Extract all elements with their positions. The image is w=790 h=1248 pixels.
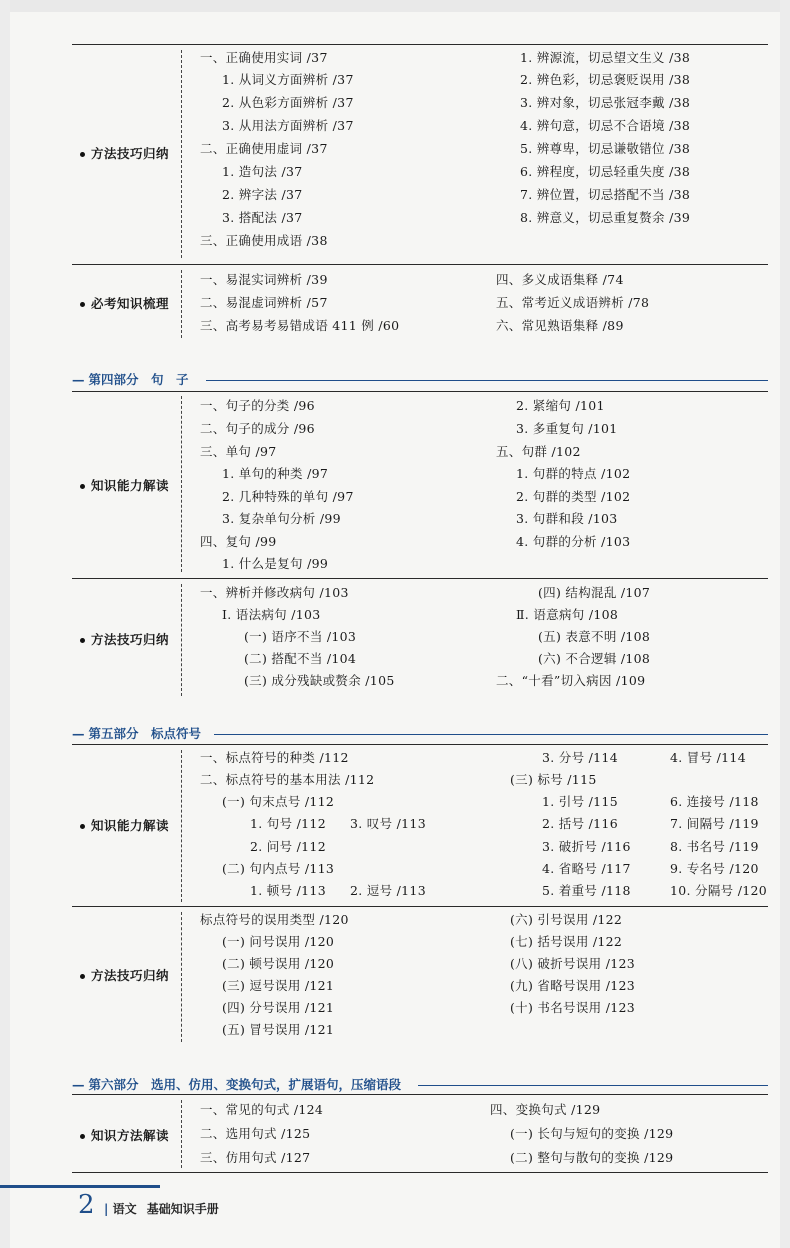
toc-entry[interactable]: (二) 顿号误用 /120 [222, 956, 335, 971]
toc-entry[interactable]: (五) 表意不明 /108 [538, 629, 651, 644]
part-heading: — 第四部分 句 子 [72, 372, 189, 387]
toc-entry[interactable]: 7. 间隔号 /119 [670, 816, 759, 831]
toc-entry[interactable]: 2. 句群的类型 /102 [516, 489, 631, 504]
toc-entry[interactable]: 三、高考易考易错成语 411 例 /60 [200, 318, 400, 333]
toc-entry[interactable]: 10. 分隔号 /120 [670, 883, 767, 898]
toc-entry[interactable]: 3. 破折号 /116 [542, 839, 631, 854]
toc-entry[interactable]: (二) 整句与散句的变换 /129 [510, 1150, 674, 1165]
toc-entry[interactable]: 1. 顿号 /113 [250, 883, 326, 898]
toc-entry[interactable]: 1. 什么是复句 /99 [222, 556, 329, 571]
toc-entry[interactable]: 一、易混实词辨析 /39 [200, 272, 328, 287]
toc-entry[interactable]: 1. 句群的特点 /102 [516, 466, 631, 481]
toc-entry[interactable]: 3. 辨对象，切忌张冠李戴 /38 [520, 95, 691, 110]
toc-entry[interactable]: 1. 从词义方面辨析 /37 [222, 72, 354, 87]
part-heading-rule [206, 380, 768, 381]
toc-entry[interactable]: 一、标点符号的种类 /112 [200, 750, 349, 765]
scan-border-left [0, 0, 10, 1248]
section-dashed-divider [181, 912, 182, 1042]
toc-entry[interactable]: 五、句群 /102 [496, 444, 581, 459]
category-label: 必考知识梳理 [80, 294, 169, 312]
category-label: 方法技巧归纳 [80, 966, 169, 984]
toc-entry[interactable]: 1. 句号 /112 [250, 816, 326, 831]
footer-title [104, 1200, 219, 1217]
toc-entry[interactable]: 8. 辨意义，切忌重复赘余 /39 [520, 210, 691, 225]
toc-entry[interactable]: 一、正确使用实词 /37 [200, 50, 328, 65]
toc-entry[interactable]: 1. 造句法 /37 [222, 164, 303, 179]
toc-entry[interactable]: 6. 连接号 /118 [670, 794, 759, 809]
section-dashed-divider [181, 50, 182, 258]
toc-entry[interactable]: 3. 句群和段 /103 [516, 511, 618, 526]
section-divider [72, 264, 768, 265]
toc-entry[interactable]: 四、变换句式 /129 [490, 1102, 601, 1117]
section-divider [72, 391, 768, 392]
toc-entry[interactable]: (三) 逗号误用 /121 [222, 978, 335, 993]
toc-entry[interactable]: (六) 引号误用 /122 [510, 912, 623, 927]
toc-entry[interactable]: (一) 长句与短句的变换 /129 [510, 1126, 674, 1141]
toc-entry[interactable]: (八) 破折号误用 /123 [510, 956, 635, 971]
toc-entry[interactable]: (五) 冒号误用 /121 [222, 1022, 335, 1037]
toc-entry[interactable]: 3. 叹号 /113 [350, 816, 426, 831]
toc-entry[interactable]: 三、仿用句式 /127 [200, 1150, 311, 1165]
toc-entry[interactable]: (九) 省略号误用 /123 [510, 978, 635, 993]
toc-entry[interactable]: (四) 分号误用 /121 [222, 1000, 335, 1015]
toc-entry[interactable]: 5. 着重号 /118 [542, 883, 631, 898]
footer-separator: | [104, 1202, 109, 1216]
scan-border-right [780, 0, 790, 1248]
toc-entry[interactable]: 一、辨析并修改病句 /103 [200, 585, 349, 600]
toc-entry[interactable]: 8. 书名号 /119 [670, 839, 759, 854]
toc-entry[interactable]: 二、标点符号的基本用法 /112 [200, 772, 375, 787]
toc-entry[interactable]: 7. 辨位置，切忌搭配不当 /38 [520, 187, 691, 202]
toc-entry[interactable]: 2. 问号 /112 [250, 839, 326, 854]
scan-border-top [0, 0, 790, 12]
toc-entry[interactable]: 五、常考近义成语辨析 /78 [496, 295, 650, 310]
toc-entry[interactable]: 二、“十看”切入病因 /109 [496, 673, 646, 688]
toc-entry[interactable]: 二、正确使用虚词 /37 [200, 141, 328, 156]
part-heading-rule [418, 1085, 768, 1086]
toc-entry[interactable]: 2. 几种特殊的单句 /97 [222, 489, 354, 504]
section-dashed-divider [181, 396, 182, 572]
toc-entry[interactable]: 四、多义成语集释 /74 [496, 272, 624, 287]
part-heading-rule [214, 734, 768, 735]
toc-entry[interactable]: (一) 句末点号 /112 [222, 794, 335, 809]
toc-entry[interactable]: (一) 问号误用 /120 [222, 934, 335, 949]
toc-entry[interactable]: (二) 句内点号 /113 [222, 861, 335, 876]
toc-entry[interactable]: Ⅰ. 语法病句 /103 [222, 607, 321, 622]
toc-entry[interactable]: 2. 从色彩方面辨析 /37 [222, 95, 354, 110]
toc-entry[interactable]: 三、正确使用成语 /38 [200, 233, 328, 248]
toc-entry[interactable]: 9. 专名号 /120 [670, 861, 759, 876]
toc-entry[interactable]: Ⅱ. 语意病句 /108 [516, 607, 619, 622]
toc-entry[interactable]: 六、常见熟语集释 /89 [496, 318, 624, 333]
toc-entry[interactable]: 3. 多重复句 /101 [516, 421, 618, 436]
toc-entry[interactable]: (三) 成分残缺或赘余 /105 [244, 673, 395, 688]
section-dashed-divider [181, 750, 182, 902]
category-label: 知识能力解读 [80, 476, 169, 494]
category-label: 知识方法解读 [80, 1126, 169, 1144]
toc-entry[interactable]: 一、句子的分类 /96 [200, 398, 315, 413]
category-label: 方法技巧归纳 [80, 630, 169, 648]
toc-entry[interactable]: 1. 引号 /115 [542, 794, 618, 809]
toc-entry[interactable]: 4. 省略号 /117 [542, 861, 631, 876]
toc-entry[interactable]: 4. 辨句意，切忌不合语境 /38 [520, 118, 691, 133]
category-label: 方法技巧归纳 [80, 144, 169, 162]
toc-entry[interactable]: 2. 辨色彩，切忌褒贬误用 /38 [520, 72, 691, 87]
toc-entry[interactable]: 3. 复杂单句分析 /99 [222, 511, 341, 526]
part-heading: — 第五部分 标点符号 [72, 726, 202, 741]
part-heading: — 第六部分 选用、仿用、变换句式，扩展语句，压缩语段 [72, 1077, 402, 1092]
footer-book-title: 基础知识手册 [146, 1202, 219, 1216]
toc-entry[interactable]: 6. 辨程度，切忌轻重失度 /38 [520, 164, 691, 179]
toc-entry[interactable]: 4. 冒号 /114 [670, 750, 746, 765]
toc-entry[interactable]: 2. 辨字法 /37 [222, 187, 303, 202]
toc-entry[interactable]: 1. 单句的种类 /97 [222, 466, 329, 481]
section-divider [72, 1172, 768, 1173]
toc-entry[interactable]: 一、常见的句式 /124 [200, 1102, 324, 1117]
toc-entry[interactable]: 3. 从用法方面辨析 /37 [222, 118, 354, 133]
toc-entry[interactable]: (二) 搭配不当 /104 [244, 651, 357, 666]
toc-entry[interactable]: 4. 句群的分析 /103 [516, 534, 631, 549]
toc-entry[interactable]: (十) 书名号误用 /123 [510, 1000, 635, 1015]
toc-entry[interactable]: 四、复句 /99 [200, 534, 277, 549]
section-divider [72, 1094, 768, 1095]
toc-entry[interactable]: 二、句子的成分 /96 [200, 421, 315, 436]
section-dashed-divider [181, 270, 182, 338]
toc-entry[interactable]: 5. 辨尊卑，切忌谦敬错位 /38 [520, 141, 691, 156]
section-divider [72, 744, 768, 745]
category-label: 知识能力解读 [80, 816, 169, 834]
toc-entry[interactable]: 二、选用句式 /125 [200, 1126, 311, 1141]
toc-entry[interactable]: 2. 逗号 /113 [350, 883, 426, 898]
toc-entry[interactable]: (四) 结构混乱 /107 [538, 585, 651, 600]
toc-entry[interactable]: 2. 括号 /116 [542, 816, 618, 831]
toc-entry[interactable]: (六) 不合逻辑 /108 [538, 651, 651, 666]
section-divider [72, 44, 768, 45]
toc-entry[interactable]: 标点符号的误用类型 /120 [200, 912, 349, 927]
section-dashed-divider [181, 584, 182, 696]
toc-entry[interactable]: 3. 搭配法 /37 [222, 210, 303, 225]
toc-entry[interactable]: 二、易混虚词辨析 /57 [200, 295, 328, 310]
toc-entry[interactable]: (七) 括号误用 /122 [510, 934, 623, 949]
toc-entry[interactable]: 3. 分号 /114 [542, 750, 618, 765]
section-dashed-divider [181, 1100, 182, 1168]
toc-entry[interactable]: 三、单句 /97 [200, 444, 277, 459]
toc-entry[interactable]: 2. 紧缩句 /101 [516, 398, 605, 413]
page-number: 2 [78, 1190, 95, 1220]
section-divider [72, 906, 768, 907]
toc-entry[interactable]: 1. 辨源流，切忌望文生义 /38 [520, 50, 691, 65]
section-divider [72, 578, 768, 579]
footer-subject: 语文 [112, 1202, 137, 1216]
footer-rule [0, 1185, 160, 1188]
toc-entry[interactable]: (一) 语序不当 /103 [244, 629, 357, 644]
toc-entry[interactable]: (三) 标号 /115 [510, 772, 597, 787]
